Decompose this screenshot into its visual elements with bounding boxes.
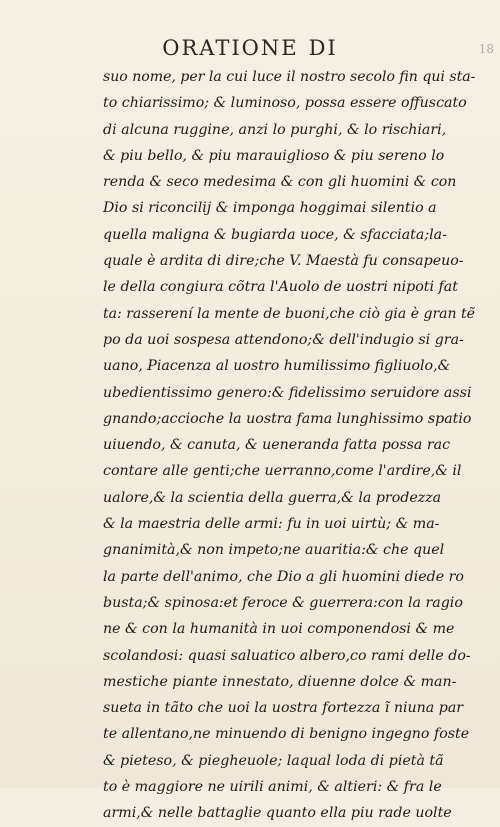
text-line: busta;& spinosa:et feroce & guerrera:con la ragio (103, 594, 463, 611)
text-line: di alcuna ruggine, anzi lo purghi, & lo rischiari, (103, 121, 447, 138)
running-head-title: ORATIONE (162, 36, 299, 60)
text-line: ubedientissimo genero:& fidelissimo seruidore assi (103, 384, 472, 401)
text-line: uiuendo, & canuta, & ueneranda fatta possa rac (103, 437, 451, 454)
text-line: to è maggiore ne uirili animi, & altieri: & fra le (103, 779, 442, 796)
text-line: ta: rasserení la mente de buoni,che ciò gia è gran tẽ (103, 305, 476, 322)
text-line: sueta in tãto che uoi la uostra fortezza ĩ niuna par (103, 700, 464, 717)
body-text (103, 64, 476, 827)
folio-number: 18 (478, 42, 494, 56)
text-line: & piu bello, & piu marauiglioso & piu sereno lo (103, 147, 445, 164)
text-line: uano, Piacenza al uostro humilissimo figliuolo,& (103, 358, 451, 375)
running-head (0, 36, 500, 60)
text-line: contare alle genti;che uerranno,come l'ardire,& il (103, 463, 462, 480)
text-line: le della congiura cõtra l'Auolo de uostri nipoti fat (103, 279, 458, 296)
text-line: ualore,& la scientia della guerra,& la prodezza (103, 489, 442, 506)
text-line: suo nome, per la cui luce il nostro secolo fin qui sta- (103, 69, 476, 85)
text-line: renda & seco medesima & con gli huomini & con (103, 174, 457, 191)
text-line: gnanimità,& non impeto;ne auaritia:& che quel (103, 542, 445, 559)
text-line: quale è ardita di dire;che V. Maestà fu consapeuo- (103, 253, 464, 270)
text-line: quella maligna & bugiarda uoce, & sfacciata;la- (103, 226, 447, 243)
text-line: & la maestria delle armi: fu in uoi uirtù; & ma- (103, 516, 440, 533)
text-line: Dio si riconcilij & imponga hoggimai silentio a (103, 200, 437, 217)
text-line: & pieteso, & piegheuole; laqual lodа di pietà tã (103, 752, 444, 769)
text-line: armi,& nelle battaglie quanto ella piu rade uolte (103, 805, 452, 822)
text-line: mestiche piante innestato, diuenne dolce & man- (103, 673, 457, 690)
text-line: to chiarissimo; & luminoso, possa essere offuscato (103, 95, 467, 112)
text-line: scolandosi: quasi saluatico albero,co rami delle do- (103, 647, 471, 664)
text-line: gnando;accioche la uostra fama lunghissimo spatio (103, 410, 472, 427)
text-line: po da uoi sospesa attendono;& dell'indugio si gra- (103, 331, 464, 348)
text-line: la parte dell'animo, che Dio a gli huomini diede ro (103, 568, 464, 585)
text-line: ne & con la humanità in uoi componendosi & me (103, 621, 455, 638)
running-head-title-end: DI (308, 36, 338, 60)
text-line: te allentano,ne minuendo di benigno ingegno foste (103, 726, 470, 743)
